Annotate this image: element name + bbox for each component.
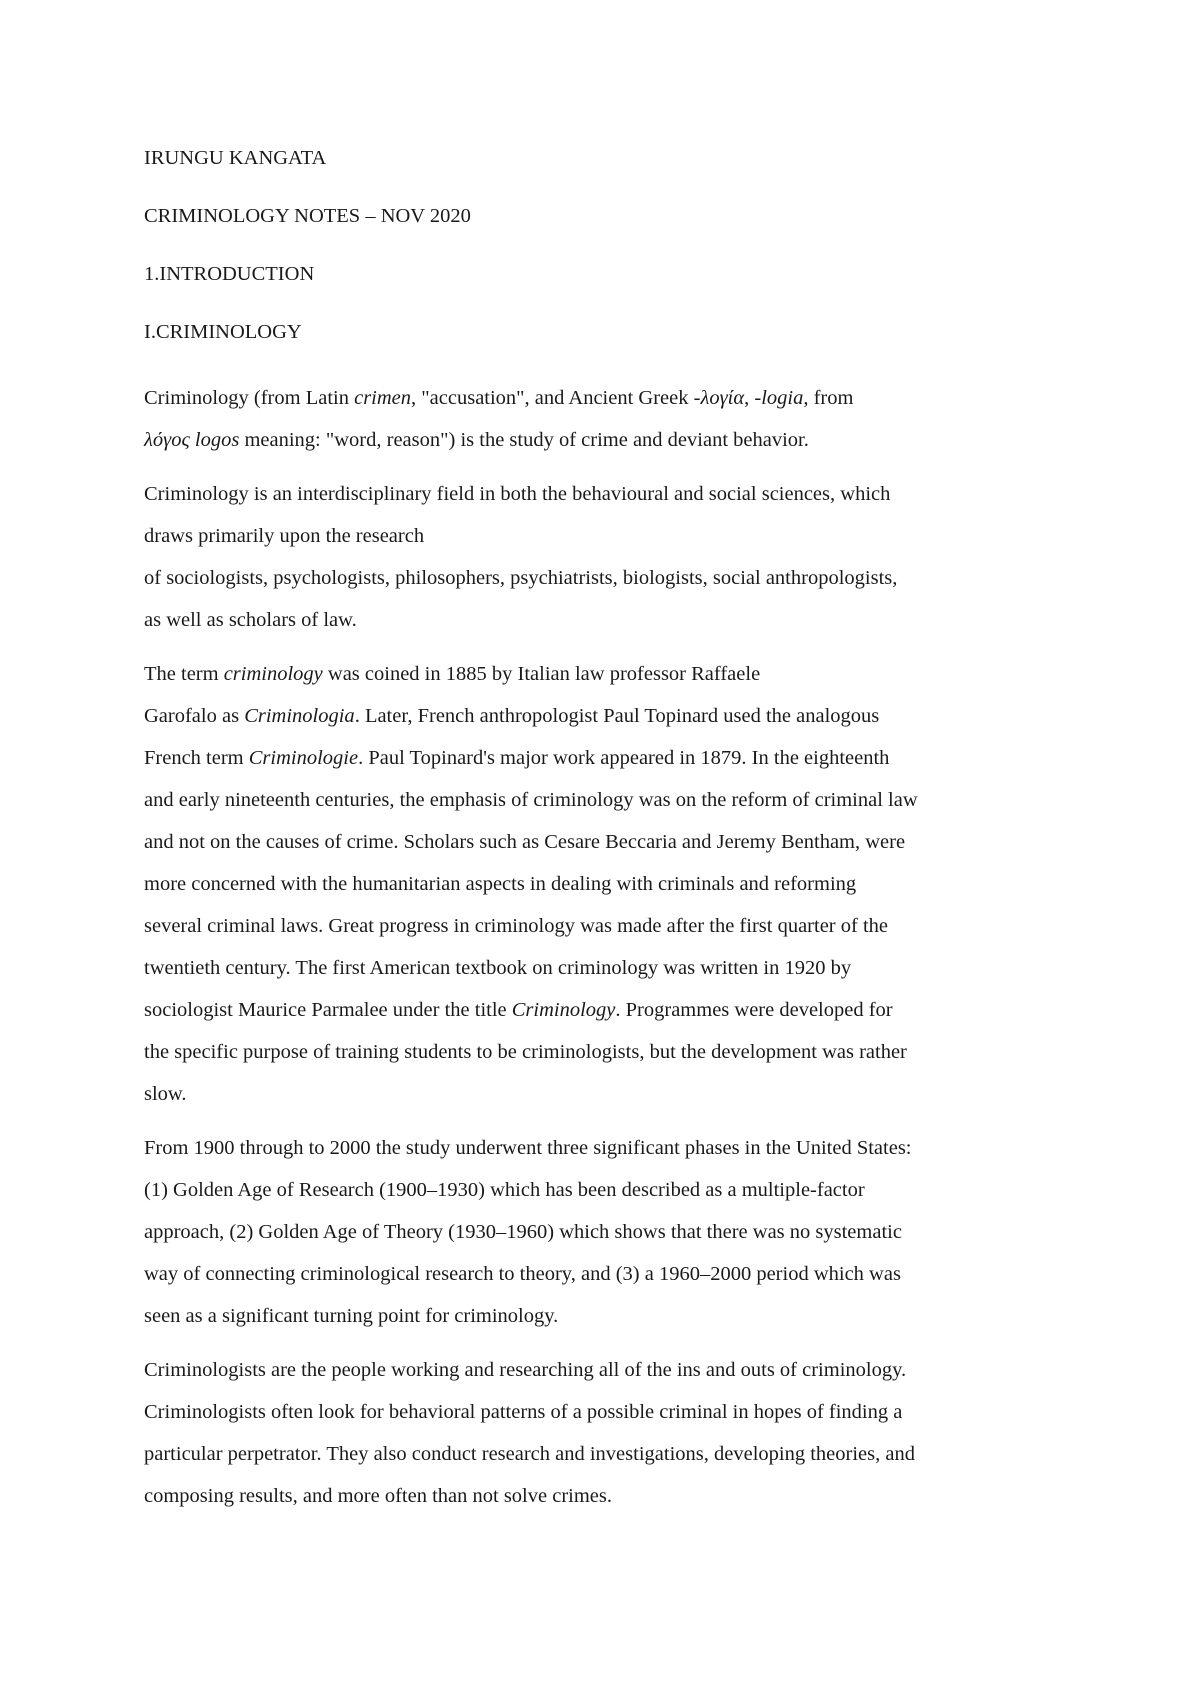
paragraph-line: of sociologists, psychologists, philosophers, psychiatrists, biologists, social anthropologists, [144,567,898,589]
greek-term: λογία [700,387,745,409]
text-run: , [744,387,755,409]
paragraph-line: way of connecting criminological research to theory, and (3) a 1960–2000 period which was [144,1263,901,1285]
text-run: . Later, French anthropologist Paul Topinard used the analogous [354,705,880,727]
greek-term: λόγος [144,429,190,451]
text-run: , from [803,387,854,409]
paragraph-line: Criminologists are the people working and researching all of the ins and outs of criminology. [144,1359,907,1381]
text-run: Criminology (from Latin [144,387,355,409]
paragraph-definition [144,377,1074,461]
paragraph-line: more concerned with the humanitarian aspects in dealing with criminals and reforming [144,873,857,895]
paragraph-line [144,653,1074,695]
author-name: IRUNGU KANGATA [144,147,327,169]
text-run: . Programmes were developed for [615,999,893,1021]
text-run: was coined in 1885 by Italian law professor Raffaele [322,663,761,685]
text-run: The term [144,663,224,685]
text-run: meaning: "word, reason") is the study of crime and deviant behavior. [239,429,809,451]
latin-term: crimen [354,387,412,409]
paragraph-history [144,653,1074,1115]
paragraph-line: particular perpetrator. They also conduct research and investigations, developing theories, and [144,1443,915,1465]
paragraph-line: slow. [144,1083,187,1105]
subsection-heading: I.CRIMINOLOGY [144,321,302,343]
text-run: . Paul Topinard's major work appeared in 1879. In the eighteenth [358,747,890,769]
paragraph-line: Criminologists often look for behavioral patterns of a possible criminal in hopes of finding a [144,1401,903,1423]
paragraph-line [144,419,1074,461]
paragraph-line [144,377,1074,419]
text-run: sociologist Maurice Parmalee under the title [144,999,512,1021]
section-heading: 1.INTRODUCTION [144,263,315,285]
transliteration-term: logos [194,429,240,451]
paragraph-line [144,695,1074,737]
italic-term: Criminologia [244,705,355,727]
text-run: Garofalo as [144,705,245,727]
paragraph-line: the specific purpose of training students to be criminologists, but the development was rather [144,1041,907,1063]
paragraph-line: (1) Golden Age of Research (1900–1930) which has been described as a multiple-factor [144,1179,865,1201]
document-body [144,146,1074,1517]
paragraph-line: draws primarily upon the research [144,525,425,547]
paragraph-interdisciplinary [144,473,1074,641]
paragraph-line: and early nineteenth centuries, the emphasis of criminology was on the reform of criminal law [144,789,918,811]
paragraph-line: as well as scholars of law. [144,609,357,631]
text-run: , "accusation", and Ancient Greek - [411,387,701,409]
paragraph-line: approach, (2) Golden Age of Theory (1930–1960) which shows that there was no systematic [144,1221,902,1243]
italic-term: Criminology [511,999,616,1021]
italic-term: criminology [223,663,323,685]
paragraph-line [144,989,1074,1031]
document-title: CRIMINOLOGY NOTES – NOV 2020 [144,205,471,227]
paragraph-line: From 1900 through to 2000 the study underwent three significant phases in the United States: [144,1137,912,1159]
paragraph-line [144,737,1074,779]
text-run: French term [144,747,249,769]
transliteration-term: -logia [754,387,804,409]
paragraph-line: and not on the causes of crime. Scholars such as Cesare Beccaria and Jeremy Bentham, were [144,831,906,853]
paragraph-line: Criminology is an interdisciplinary field in both the behavioural and social sciences, which [144,483,891,505]
paragraph-line: composing results, and more often than not solve crimes. [144,1485,612,1507]
paragraph-line: seen as a significant turning point for criminology. [144,1305,559,1327]
paragraph-line: several criminal laws. Great progress in criminology was made after the first quarter of the [144,915,888,937]
italic-term: Criminologie [248,747,359,769]
paragraph-phases [144,1127,1074,1337]
paragraph-criminologists [144,1349,1074,1517]
paragraph-line: twentieth century. The first American textbook on criminology was written in 1920 by [144,957,852,979]
